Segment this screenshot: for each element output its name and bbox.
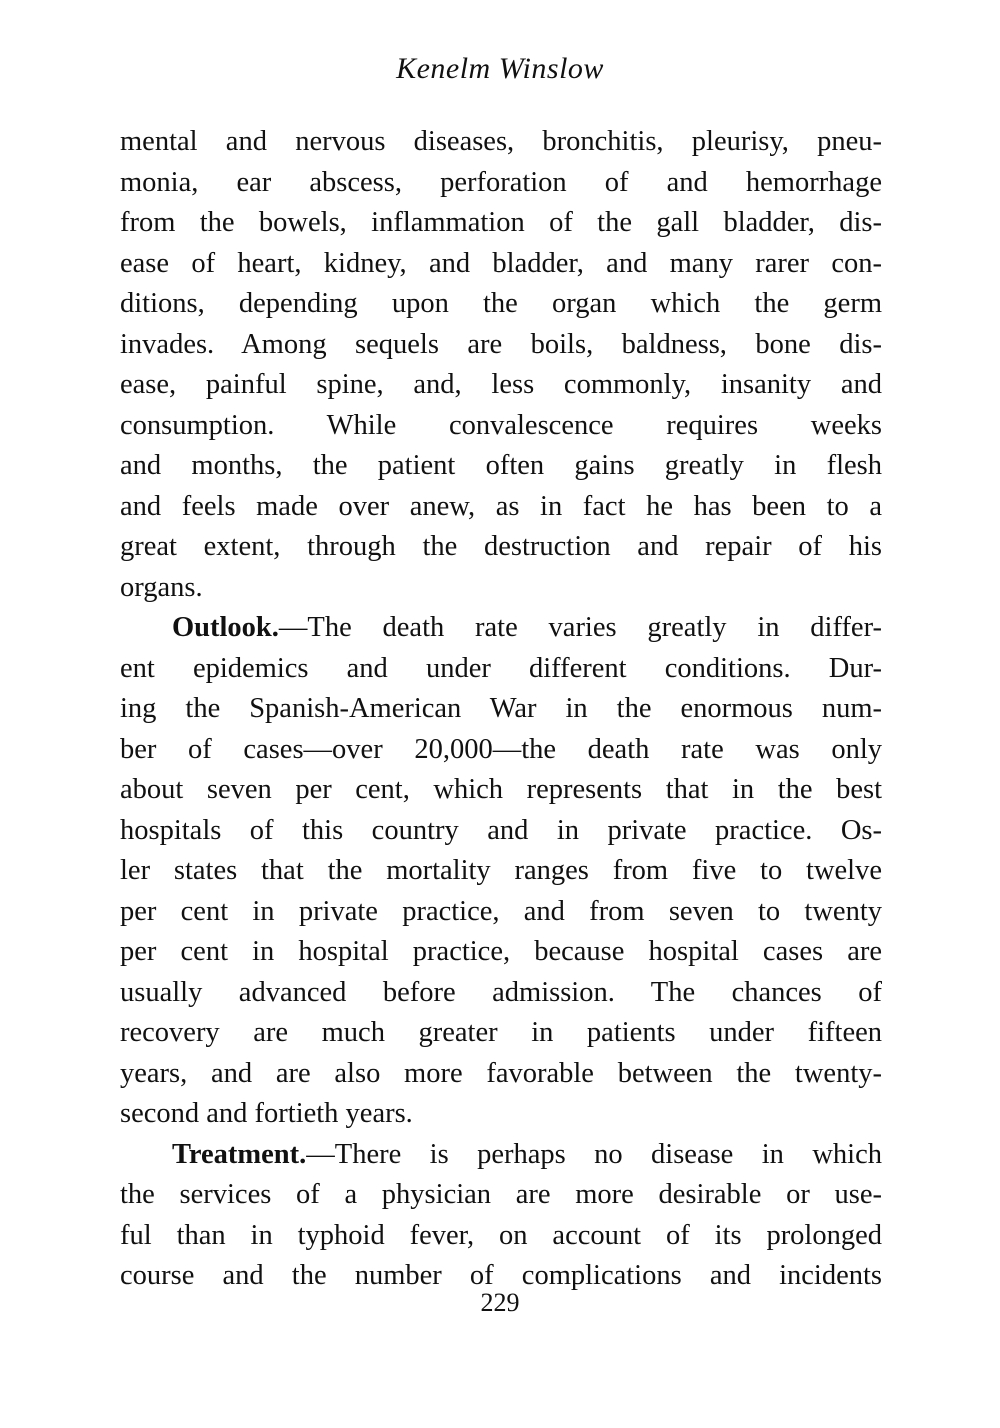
text-line: consumption. While convalescence requires weeks bbox=[120, 409, 882, 441]
text-line: ing the Spanish-American War in the enormous num- bbox=[120, 693, 882, 724]
paragraph-treatment bbox=[120, 1135, 882, 1297]
text-line bbox=[120, 608, 882, 649]
page-body bbox=[120, 122, 882, 1297]
text-line: invades. Among sequels are boils, baldness, bone dis- bbox=[120, 328, 882, 360]
text-line: hospitals of this country and in private practice. Os- bbox=[120, 814, 882, 846]
text-line: ler states that the mortality ranges from five to twelve bbox=[120, 855, 882, 886]
text-line: years, and are also more favorable between the twenty- bbox=[120, 1057, 882, 1089]
text-run: —There is perhaps no disease in which bbox=[306, 1138, 882, 1170]
text-line: second and fortieth years. bbox=[120, 1098, 413, 1129]
running-header: Kenelm Winslow bbox=[396, 52, 604, 85]
text-line: organs. bbox=[120, 571, 203, 603]
section-heading-treatment: Treatment. bbox=[172, 1138, 307, 1170]
text-line: ent epidemics and under different conditions. Dur- bbox=[120, 652, 882, 684]
text-line bbox=[120, 1135, 882, 1176]
text-line: ber of cases—over 20,000—the death rate was only bbox=[120, 733, 882, 765]
paragraph-outlook bbox=[120, 608, 882, 1135]
page-number: 229 bbox=[480, 1288, 520, 1317]
text-line: ditions, depending upon the organ which the germ bbox=[120, 288, 882, 319]
text-line: and months, the patient often gains greatly in flesh bbox=[120, 450, 882, 481]
paragraph-complications bbox=[120, 122, 882, 608]
text-line: per cent in private practice, and from seven to twenty bbox=[120, 895, 882, 927]
text-line: ease of heart, kidney, and bladder, and many rarer con- bbox=[120, 247, 882, 279]
text-line: monia, ear abscess, perforation of and hemorrhage bbox=[120, 166, 882, 198]
text-line: course and the number of complications and incidents bbox=[120, 1260, 882, 1291]
text-line: usually advanced before admission. The chances of bbox=[120, 976, 882, 1008]
text-line: from the bowels, inflammation of the gall bladder, dis- bbox=[120, 207, 882, 238]
text-line: great extent, through the destruction and repair of his bbox=[120, 531, 882, 562]
section-heading-outlook: Outlook. bbox=[172, 612, 279, 643]
text-line: mental and nervous diseases, bronchitis, pleurisy, pneu- bbox=[120, 126, 882, 157]
text-line: ful than in typhoid fever, on account of its prolonged bbox=[120, 1219, 882, 1251]
text-line: recovery are much greater in patients under fifteen bbox=[120, 1017, 882, 1048]
text-line: the services of a physician are more desirable or use- bbox=[120, 1179, 882, 1210]
text-line: per cent in hospital practice, because hospital cases are bbox=[120, 936, 882, 967]
text-line: ease, painful spine, and, less commonly, insanity and bbox=[120, 369, 882, 400]
text-line: and feels made over anew, as in fact he has been to a bbox=[120, 490, 882, 522]
text-run: —The death rate varies greatly in differ- bbox=[278, 612, 882, 643]
text-line: about seven per cent, which represents that in the best bbox=[120, 774, 882, 805]
